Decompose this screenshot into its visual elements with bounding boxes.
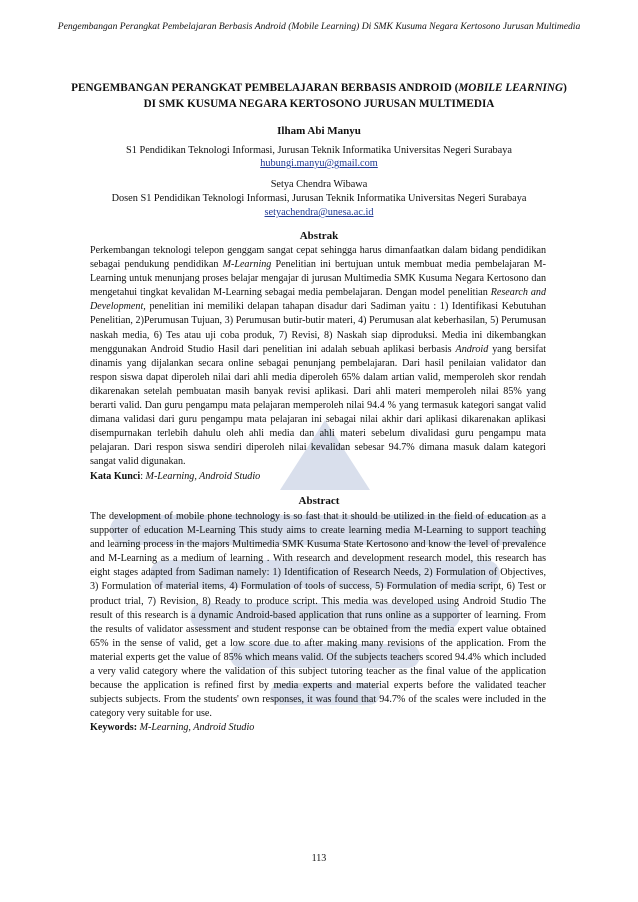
first-author-affiliation: S1 Pendidikan Teknologi Informasi, Jurusan Teknik Informatika Universitas Negeri Surabaya (126, 145, 512, 156)
kata-kunci-separator: : (140, 470, 146, 482)
abstrak-keywords (90, 470, 546, 484)
abstrak-italic-1: M-Learning (222, 259, 272, 271)
abstrak-italic-3: Android (455, 343, 489, 355)
abstrak-heading: Abstrak (299, 230, 339, 242)
title-part-2: ) DI SMK KUSUMA NEGARA KERTOSONO JURUSAN MULTIMEDIA (143, 82, 567, 110)
abstract-heading: Abstract (298, 495, 340, 507)
first-author-email-link[interactable]: hubungi.manyu@gmail.com (260, 158, 378, 169)
page-number: 113 (311, 853, 327, 864)
first-author-name: Ilham Abi Manyu (277, 125, 361, 137)
abstract-text: The development of mobile phone technology is so fast that it should be utilized in the field of education as a supporter of education M-Learning This study aims to create learning media M-Learning to support teaching and learning process in the majors Multimedia SMK Kusuma State Kertosono and know the level of prevalence and M-Learning as a medium of learning . With research and development research model, this research has eight stages adapted from Sadiman namely: 1) Identification of Research Needs, 2) Formulation of Objectives, 3) Formulation of material items, 4) Formulation of tools of success, 5) Formulation of media script, 6) Test or product trial, 7) Revision, 8) Ready to produce script. This media was developed using Android Studio The result of this research is a dynamic Android-based application that runs online as a supporter of learning. From the results of validator assessment and student response can be obtained from the media expert value obtained 65% in the sense of valid, get a low score due to after making many revisions of the application. From the material experts get the value of 85% which means valid. Of the subjects teachers scored 94.4% which included a very valid category where the validation of this subject tutoring teacher as the final value of the application because the application is refined first by media experts and material experts before the validated teacher subjects subjects. From the students' own responses, it was found that 94.7% of the scales were included in the category very suitable for use. (90, 511, 546, 720)
title-part-1: PENGEMBANGAN PERANGKAT PEMBELAJARAN BERBASIS ANDROID ( (71, 82, 459, 94)
kata-kunci-value: M-Learning, Android Studio (145, 470, 261, 482)
paper-title (70, 81, 568, 112)
title-italic: MOBILE LEARNING (458, 82, 564, 94)
second-author-name: Setya Chendra Wibawa (270, 179, 368, 190)
second-author-affiliation: Dosen S1 Pendidikan Teknologi Informasi, Jurusan Teknik Informatika Universitas Negeri Surabaya (111, 193, 527, 204)
abstract-keywords (90, 721, 546, 735)
second-author-email-link[interactable]: setyachendra@unesa.ac.id (264, 207, 374, 218)
abstract-body (90, 510, 546, 736)
running-header: Pengembangan Perangkat Pembelajaran Berbasis Android (Mobile Learning) Di SMK Kusuma Negara Kertosono Jurusan Multimedia (57, 21, 581, 32)
abstrak-text-2: Penelitian ini bertujuan untuk membuat media pembelajaran M-Learning untuk menunjang proses belajar mengajar di jurusan Multimedia SMK Kusuma Negara Kertosono dan mengetahui tingkat kevalidan M-Learning sebagai media pembelajaran. Dengan model penelitian (90, 259, 546, 299)
keywords-label: Keywords: (90, 722, 138, 734)
keywords-value: M-Learning, Android Studio (137, 722, 255, 734)
abstrak-italic-2: Research and Development, (90, 287, 546, 313)
abstrak-text-4: yang bersifat dinamis yang dijalankan secara online sebagai penunjang pembelajaran. Dari hasil penilaian validator dan respon siswa dapat diperoleh nilai dari ahli media diperoleh 65% dalam artian valid, memperoleh skor rendah dikarenakan setelah pembuatan masih banyak revisi aplikasi. Dari ahli materi memperoleh nilai 85% yang berarti valid. Dan guru pengampu mata pelajaran memperoleh nilai 94.4 % yang termasuk kategori sangat valid dimana validasi dari guru pengampu mata pelajaran ini sebagai nilai akhir dari aplikasi dikarenakan aplikasi disempurnakan terlebih dahulu oleh ahli media dan ahli materi sebelum divalidasi guru pengampu mata pelajaran. Dari respon siswa sendiri diperoleh nilai kevalidan sebesar 94.7% dimana masuk dalam kategori sangat valid digunakan. (90, 343, 547, 468)
abstrak-text-3: penelitian ini memiliki delapan tahapan disadur dari Sadiman yaitu : 1) Identifikasi Kebutuhan Penelitian, 2)Perumusan Tujuan, 3) Perumusan butir-butir materi, 4) Perumusan alat keberhasilan, 5) Perumusan naskah media, 6) Tes atau uji coba produk, 7) Revisi, 8) Naskah siap diproduksi. Media ini dikembangkan menggunakan Android Studio Hasil dari penelitian ini adalah sebuah aplikasi berbasis (90, 301, 546, 355)
abstrak-text-1: Perkembangan teknologi telepon genggam sangat cepat sehingga harus dimanfaatkan dalam bidang pendidikan sebagai pendukung pendidikan (90, 245, 546, 271)
abstrak-body (90, 244, 546, 484)
kata-kunci-label: Kata Kunci (90, 470, 141, 482)
